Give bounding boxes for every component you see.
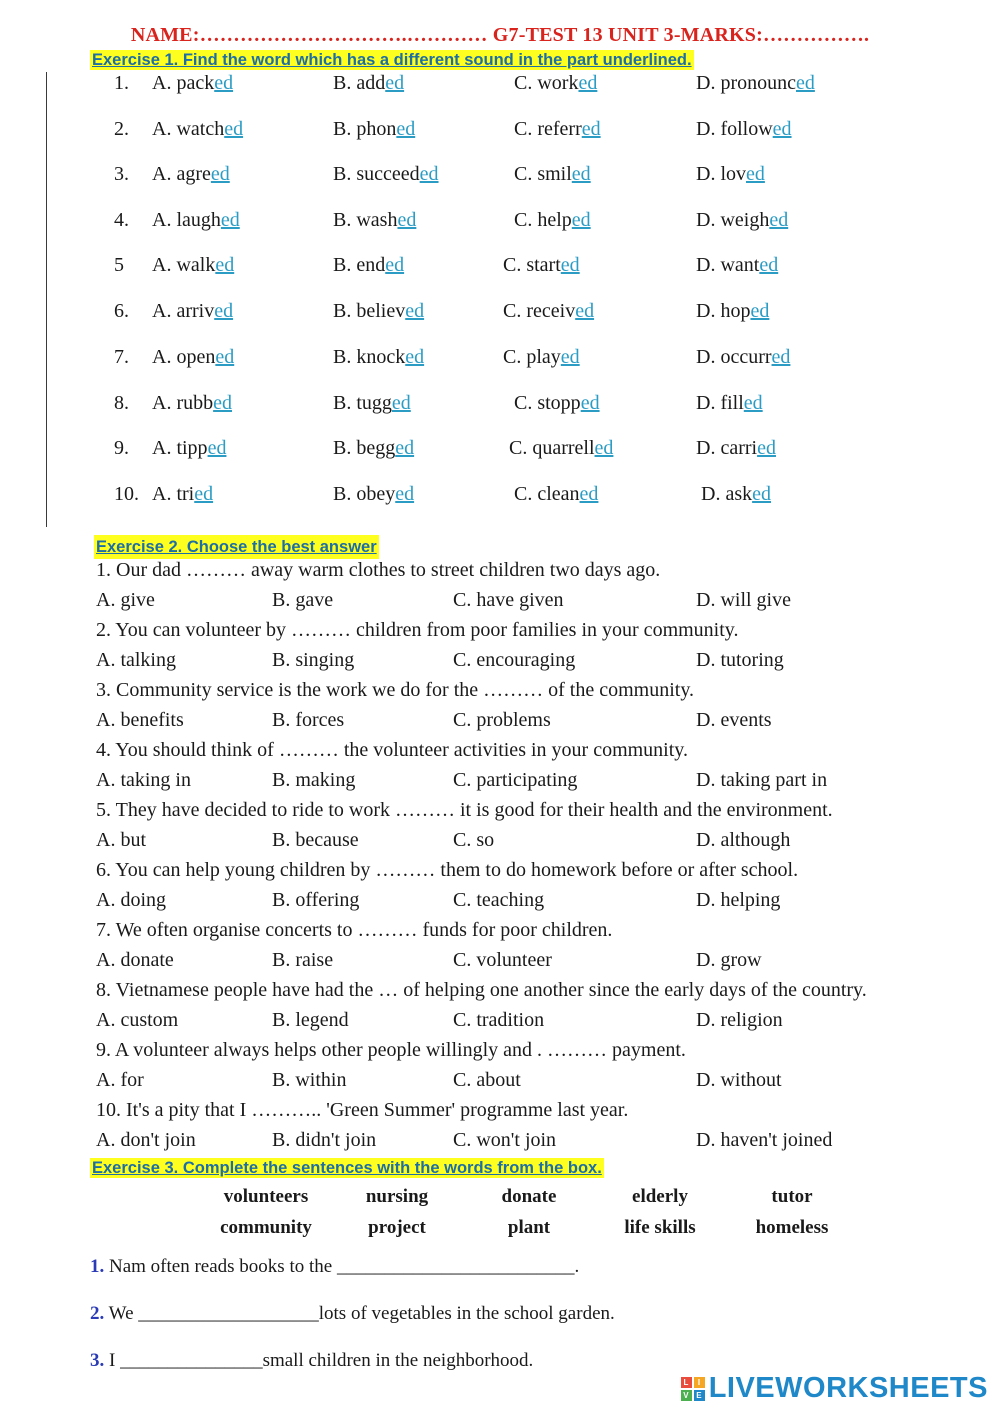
underlined-ending: ed [220, 209, 240, 231]
answer-option[interactable]: A. but [96, 829, 146, 851]
answer-option[interactable]: C. encouraging [453, 649, 576, 671]
underlined-ending: ed [396, 118, 416, 140]
logo-mark-tile: V [681, 1390, 692, 1401]
option-stem: B. obey [333, 483, 396, 505]
option-stem: A. agre [152, 163, 211, 185]
underlined-ending: ed [215, 254, 235, 276]
answer-option[interactable]: A. give [96, 589, 155, 611]
option-stem: A. laugh [152, 209, 221, 231]
answer-option[interactable]: D. helping [696, 889, 781, 911]
underlined-ending: ed [750, 300, 770, 322]
answer-option[interactable]: D. will give [696, 589, 791, 611]
underlined-ending: ed [397, 209, 417, 231]
answer-option[interactable]: B. gave [272, 589, 334, 611]
option-stem: A. walk [152, 254, 216, 276]
option-stem: D. lov [696, 163, 746, 185]
answer-option[interactable]: C. tradition [453, 1009, 545, 1031]
logo-mark-tile: I [694, 1377, 705, 1388]
underlined-ending: ed [395, 437, 415, 459]
question-text: 7. We often organise concerts to ……… funds for poor children. [96, 919, 613, 941]
underlined-ending: ed [224, 118, 244, 140]
underlined-ending: ed [571, 209, 591, 231]
box-word: homeless [755, 1217, 829, 1238]
option-stem: B. tugg [333, 392, 392, 414]
underlined-ending: ed [385, 72, 405, 94]
question-number: 1. [114, 72, 129, 94]
option-stem: B. end [333, 254, 386, 276]
option-stem: C. clean [514, 483, 580, 505]
option-stem: A. watch [152, 118, 225, 140]
underlined-ending: ed [210, 163, 230, 185]
underlined-ending: ed [579, 483, 599, 505]
answer-option[interactable]: A. doing [96, 889, 166, 911]
underlined-ending: ed [560, 346, 580, 368]
option-stem: A. open [152, 346, 216, 368]
answer-option[interactable] [333, 163, 439, 186]
answer-option[interactable]: C. about [453, 1069, 521, 1091]
option-stem: D. carri [696, 437, 758, 459]
question-text: 3. Community service is the work we do for the ……… of the community. [96, 679, 695, 701]
underlined-ending: ed [795, 72, 815, 94]
exercise3-heading: Exercise 3. Complete the sentences with the words from the box. [92, 1159, 602, 1177]
answer-option[interactable]: D. events [696, 709, 772, 731]
option-stem: D. follow [696, 118, 773, 140]
question-text: 4. You should think of ……… the volunteer activities in your community. [96, 739, 688, 761]
underlined-ending: ed [752, 483, 771, 505]
answer-option[interactable] [696, 392, 763, 415]
option-stem: C. play [503, 346, 561, 368]
answer-option[interactable]: C. won't join [453, 1129, 557, 1151]
exercise1-heading: Exercise 1. Find the word which has a different sound in the part underlined. [92, 51, 692, 69]
underlined-ending: ed [194, 483, 214, 505]
question-number: 9. [114, 437, 129, 459]
answer-option[interactable]: C. so [453, 829, 495, 851]
answer-option[interactable] [514, 392, 600, 415]
box-word: community [220, 1217, 312, 1238]
sentence-text: We ___________________lots of vegetables in the school garden. [104, 1303, 615, 1324]
option-stem: A. arriv [152, 300, 215, 322]
underlined-ending: ed [594, 437, 614, 459]
option-stem: B. begg [333, 437, 396, 459]
sentence-number: 2. [90, 1303, 105, 1324]
answer-option[interactable] [696, 72, 815, 95]
answer-option[interactable] [696, 346, 790, 369]
sentence-number: 1. [90, 1256, 105, 1277]
exercise2-heading: Exercise 2. Choose the best answer [94, 537, 379, 557]
underlined-ending: ed [405, 346, 425, 368]
underlined-ending: ed [575, 300, 595, 322]
answer-option[interactable] [701, 483, 771, 506]
answer-option[interactable]: C. volunteer [453, 949, 552, 971]
option-stem: D. occurr [696, 346, 772, 368]
answer-option[interactable]: B. didn't join [272, 1129, 377, 1151]
option-stem: C. receiv [503, 300, 576, 322]
underlined-ending: ed [580, 392, 600, 414]
answer-option[interactable]: D. grow [696, 949, 762, 971]
liveworksheets-logo [681, 1372, 988, 1405]
sentence[interactable] [90, 1303, 615, 1325]
answer-option[interactable]: A. taking in [96, 769, 191, 791]
sentence[interactable] [90, 1350, 533, 1372]
box-word: donate [501, 1186, 557, 1207]
question-text: 10. It's a pity that I ……….. 'Green Summer' programme last year. [96, 1099, 629, 1121]
option-stem: B. knock [333, 346, 406, 368]
question-number: 5 [114, 254, 124, 276]
box-word: tutor [771, 1186, 813, 1207]
answer-option[interactable] [333, 392, 411, 415]
question-number: 2. [114, 118, 129, 140]
answer-option[interactable] [152, 72, 233, 95]
answer-option[interactable]: C. problems [453, 709, 551, 731]
underlined-ending: ed [214, 72, 234, 94]
answer-option[interactable]: A. custom [96, 1009, 179, 1031]
box-word: nursing [365, 1186, 429, 1207]
answer-option[interactable]: A. don't join [96, 1129, 196, 1151]
option-stem: C. help [514, 209, 572, 231]
answer-option[interactable] [152, 483, 213, 506]
logo-mark-tile: L [681, 1377, 692, 1388]
answer-option[interactable] [333, 254, 404, 277]
sentence[interactable] [90, 1256, 579, 1278]
question-text: 6. You can help young children by ……… them to do homework before or after school. [96, 859, 799, 881]
answer-option[interactable] [333, 72, 404, 95]
underlined-ending: ed [746, 163, 765, 185]
answer-option[interactable]: B. legend [272, 1009, 349, 1031]
answer-option[interactable] [503, 346, 580, 369]
option-stem: A. pack [152, 72, 215, 94]
option-stem: C. work [514, 72, 579, 94]
option-stem: D. want [696, 254, 760, 276]
answer-option[interactable]: D. without [696, 1069, 782, 1091]
answer-option[interactable] [696, 254, 778, 277]
underlined-ending: ed [743, 392, 763, 414]
underlined-ending: ed [560, 254, 580, 276]
answer-option[interactable] [503, 300, 594, 323]
question-text: 2. You can volunteer by ……… children from poor families in your community. [96, 619, 739, 641]
answer-option[interactable]: D. although [696, 829, 791, 851]
answer-option[interactable]: C. teaching [453, 889, 545, 911]
underlined-ending: ed [405, 300, 425, 322]
answer-option[interactable]: D. tutoring [696, 649, 784, 671]
answer-option[interactable] [696, 300, 769, 323]
sentence-text: Nam often reads books to the _________________________. [104, 1256, 580, 1277]
logo-text: LIVEWORKSHEETS [708, 1372, 988, 1404]
underlined-ending: ed [757, 437, 776, 459]
underlined-ending: ed [769, 209, 789, 231]
answer-option[interactable] [152, 437, 226, 460]
underlined-ending: ed [771, 346, 791, 368]
option-stem: C. start [503, 254, 561, 276]
answer-option[interactable] [696, 209, 788, 232]
answer-option[interactable] [333, 437, 414, 460]
box-word: project [368, 1217, 426, 1238]
answer-option[interactable] [152, 209, 240, 232]
underlined-ending: ed [395, 483, 415, 505]
answer-option[interactable] [333, 300, 424, 323]
underlined-ending: ed [419, 163, 439, 185]
page-title: NAME:………………………….………… G7-TEST 13 UNIT 3-MARKS:……………. [130, 24, 870, 46]
underlined-ending: ed [772, 118, 792, 140]
logo-mark-icon [681, 1377, 705, 1401]
answer-option[interactable]: D. religion [696, 1009, 783, 1031]
option-stem: B. phon [333, 118, 397, 140]
question-text: 9. A volunteer always helps other people willingly and . ……… payment. [96, 1039, 686, 1061]
answer-option[interactable] [514, 72, 597, 95]
answer-option[interactable]: A. for [96, 1069, 144, 1091]
option-stem: D. weigh [696, 209, 770, 231]
question-number: 4. [114, 209, 129, 231]
underlined-ending: ed [578, 72, 598, 94]
box-word: plant [507, 1217, 551, 1238]
option-stem: B. believ [333, 300, 406, 322]
box-word: volunteers [223, 1186, 309, 1207]
question-number: 8. [114, 392, 129, 414]
option-stem: C. quarrell [509, 437, 595, 459]
answer-option[interactable]: B. singing [272, 649, 355, 671]
option-stem: D. fill [696, 392, 744, 414]
option-stem: B. wash [333, 209, 398, 231]
answer-option[interactable] [333, 346, 424, 369]
answer-option[interactable]: B. offering [272, 889, 360, 911]
option-stem: D. hop [696, 300, 751, 322]
option-stem: B. succeed [333, 163, 420, 185]
answer-option[interactable]: B. raise [272, 949, 334, 971]
underlined-ending: ed [759, 254, 779, 276]
underlined-ending: ed [581, 118, 601, 140]
underlined-ending: ed [571, 163, 591, 185]
option-stem: A. rubb [152, 392, 214, 414]
question-text: 5. They have decided to ride to work ……… it is good for their health and the environment. [96, 799, 833, 821]
answer-option[interactable]: A. talking [96, 649, 176, 671]
answer-option[interactable] [152, 118, 243, 141]
sentence-number: 3. [90, 1350, 105, 1371]
answer-option[interactable]: C. have given [453, 589, 564, 611]
option-stem: B. add [333, 72, 386, 94]
answer-option[interactable] [514, 483, 598, 506]
underlined-ending: ed [391, 392, 411, 414]
answer-option[interactable] [333, 483, 414, 506]
answer-option[interactable] [333, 209, 416, 232]
answer-option[interactable] [514, 163, 591, 186]
answer-option[interactable]: B. making [272, 769, 356, 791]
answer-option[interactable]: D. haven't joined [696, 1129, 833, 1151]
option-stem: D. ask [701, 483, 753, 505]
answer-option[interactable]: D. taking part in [696, 769, 828, 791]
answer-option[interactable]: C. participating [453, 769, 578, 791]
answer-option[interactable] [696, 118, 792, 141]
question-text: 1. Our dad ……… away warm clothes to street children two days ago. [96, 559, 661, 581]
answer-option[interactable] [696, 437, 776, 460]
option-stem: C. referr [514, 118, 582, 140]
answer-option[interactable] [152, 392, 232, 415]
sentence-text: I _______________small children in the neighborhood. [104, 1350, 534, 1371]
answer-option[interactable] [152, 346, 234, 369]
question-number: 6. [114, 300, 129, 322]
answer-option[interactable]: B. within [272, 1069, 347, 1091]
option-stem: D. pronounc [696, 72, 796, 94]
question-number: 3. [114, 163, 129, 185]
underlined-ending: ed [213, 392, 232, 414]
box-word: elderly [632, 1186, 688, 1207]
box-word: life skills [624, 1217, 696, 1238]
answer-option[interactable] [514, 209, 591, 232]
answer-option[interactable] [514, 118, 601, 141]
answer-option[interactable]: A. donate [96, 949, 174, 971]
answer-option[interactable]: A. benefits [96, 709, 184, 731]
option-stem: A. tri [152, 483, 195, 505]
underlined-ending: ed [385, 254, 405, 276]
question-number: 7. [114, 346, 129, 368]
option-stem: C. stopp [514, 392, 581, 414]
answer-option[interactable] [696, 163, 765, 186]
answer-option[interactable] [152, 163, 230, 186]
margin-line [46, 72, 47, 527]
option-stem: A. tipp [152, 437, 208, 459]
question-text: 8. Vietnamese people have had the … of helping one another since the early days of the country. [96, 979, 867, 1001]
answer-option[interactable] [503, 254, 580, 277]
logo-mark-tile: E [694, 1390, 705, 1401]
answer-option[interactable] [152, 300, 233, 323]
answer-option[interactable]: B. forces [272, 709, 345, 731]
answer-option[interactable] [333, 118, 415, 141]
underlined-ending: ed [207, 437, 227, 459]
underlined-ending: ed [214, 300, 234, 322]
question-number: 10. [114, 483, 139, 505]
answer-option[interactable]: B. because [272, 829, 359, 851]
answer-option[interactable] [152, 254, 234, 277]
answer-option[interactable] [509, 437, 613, 460]
underlined-ending: ed [215, 346, 235, 368]
option-stem: C. smil [514, 163, 572, 185]
